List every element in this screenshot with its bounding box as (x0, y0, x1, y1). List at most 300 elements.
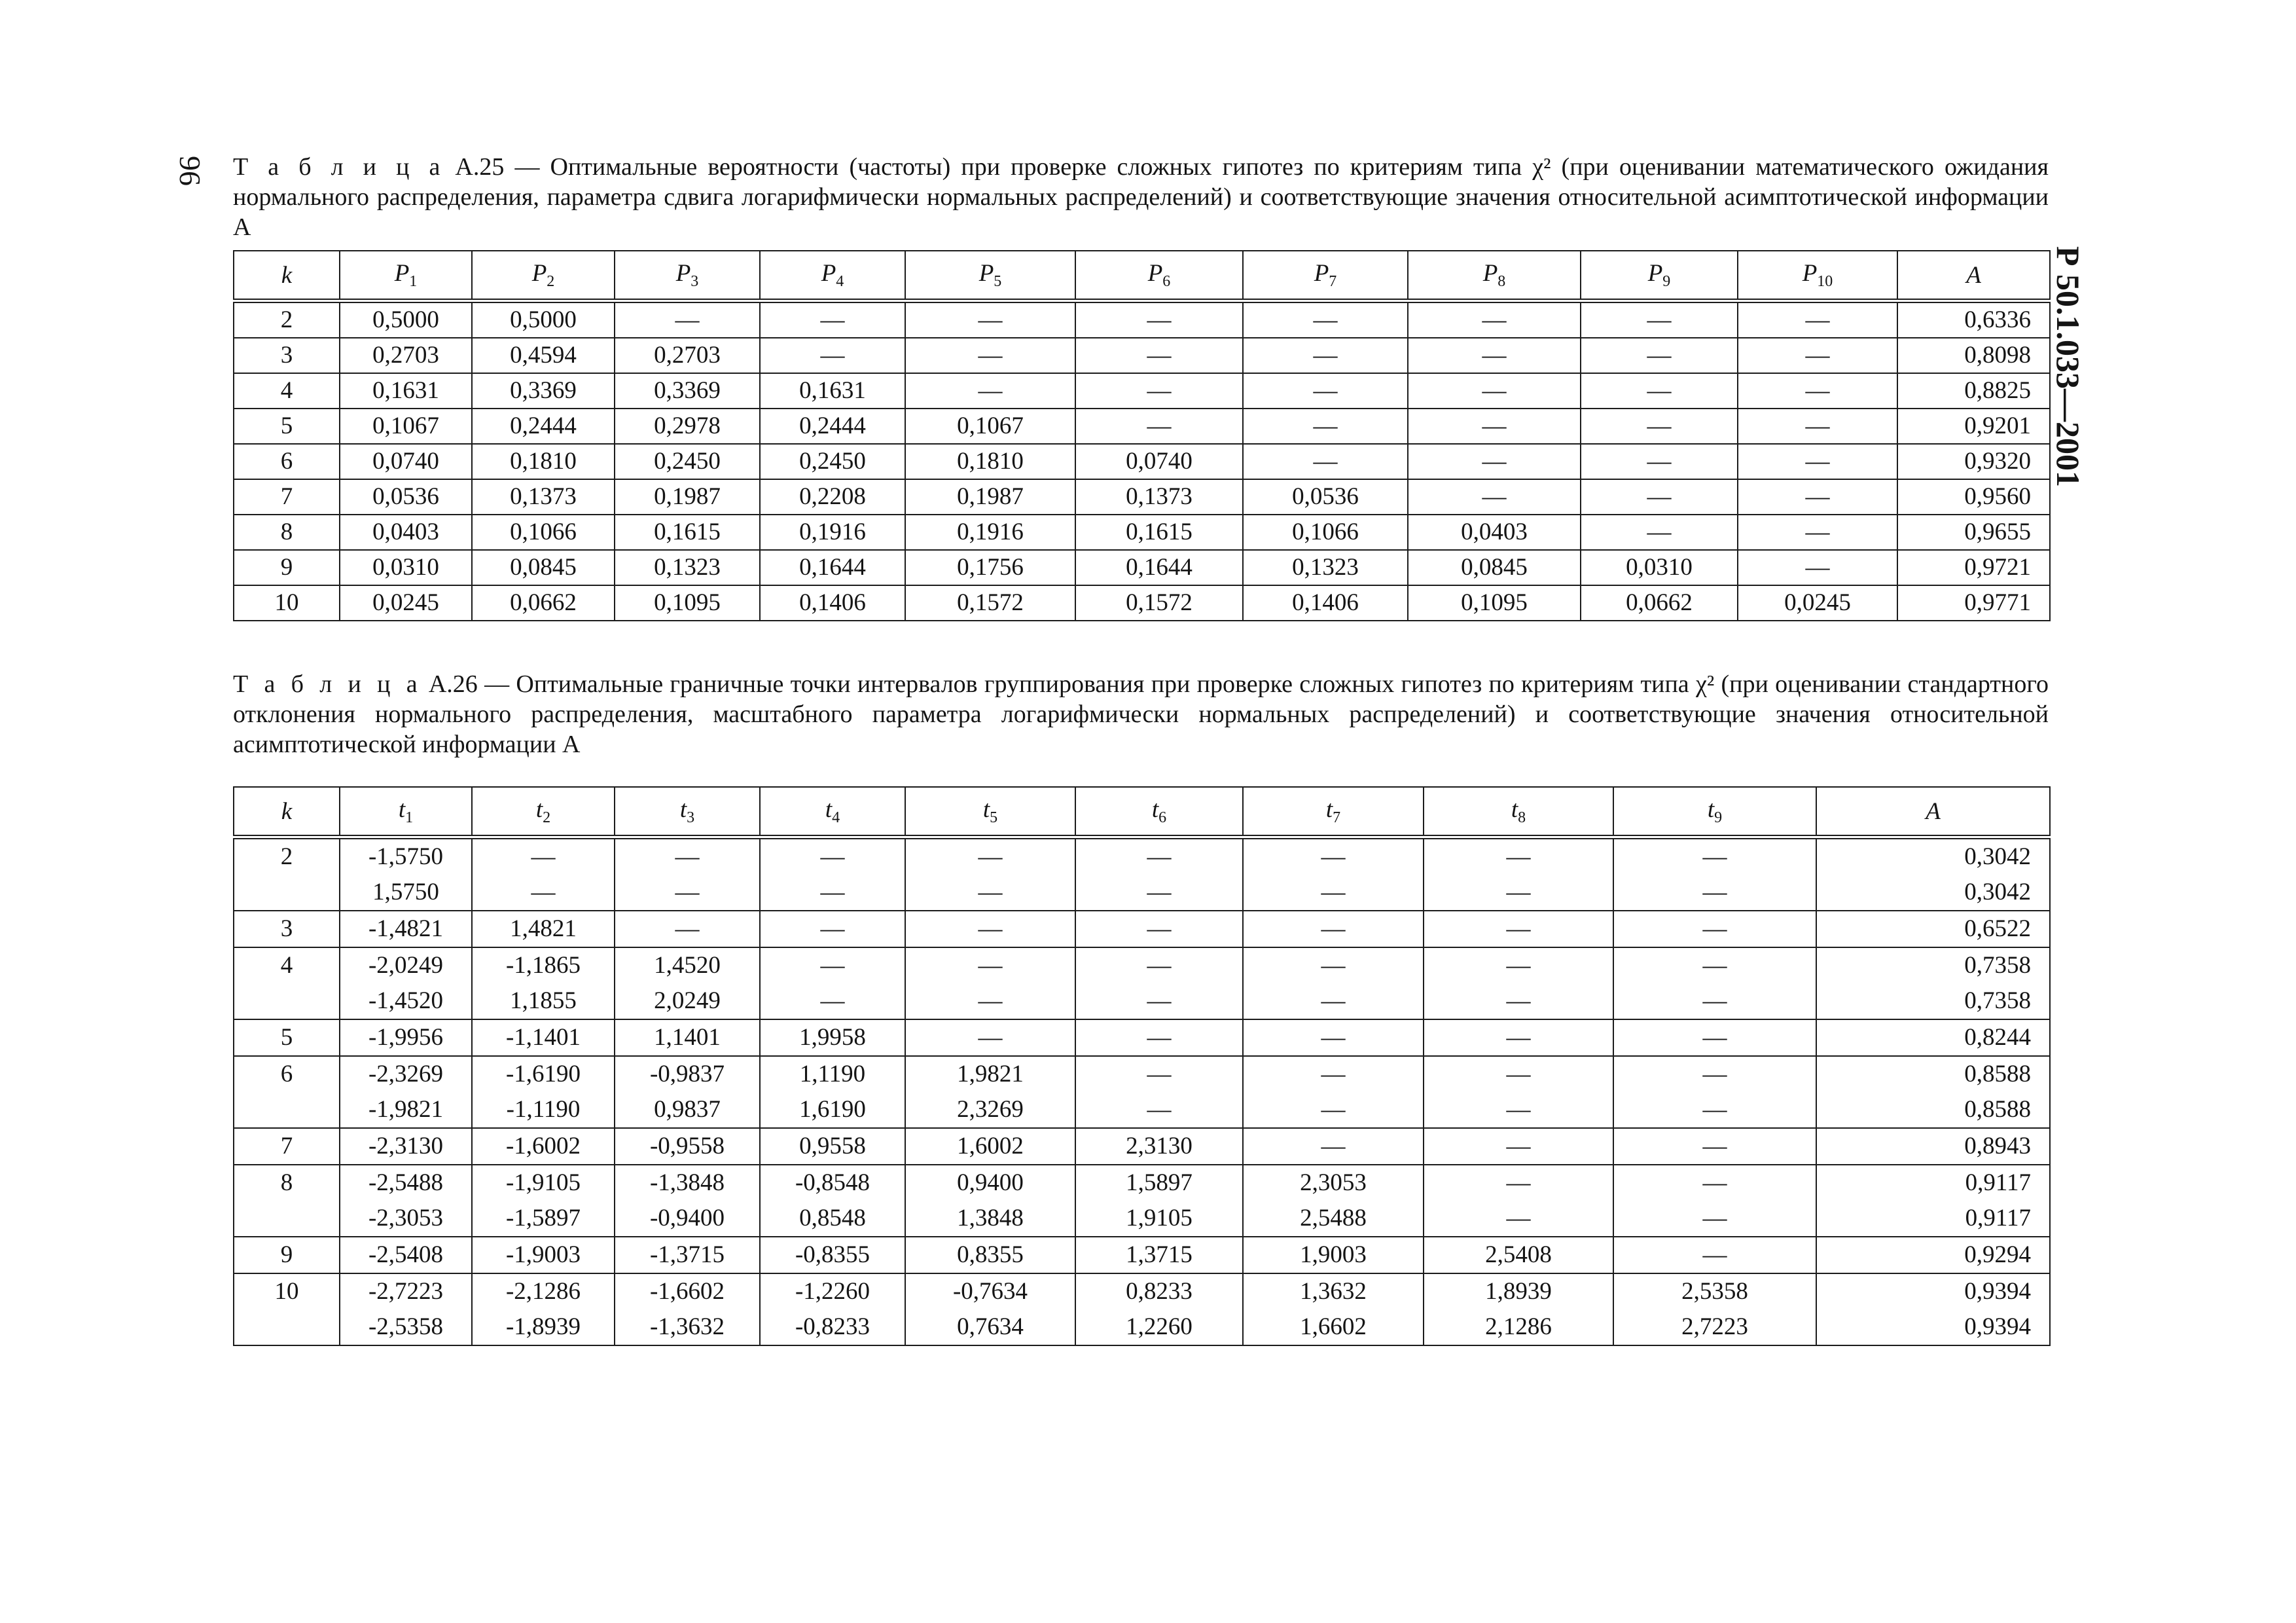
table-cell: 0,2444 (760, 409, 905, 444)
cell-value: — (1506, 1169, 1531, 1196)
k-cell: 7 (234, 1128, 340, 1165)
table-cell: 0,0740 (1075, 444, 1243, 479)
cell-value: — (978, 879, 1003, 905)
cell-value: -1,4821 (368, 915, 444, 942)
table-cell (1243, 1019, 1424, 1056)
cell-value: 1,3848 (957, 1205, 1024, 1231)
column-header: $t_5$ (905, 787, 1075, 837)
table-cell: — (1581, 409, 1738, 444)
cell-value: — (675, 843, 700, 870)
table-cell: 0,0310 (1581, 550, 1738, 585)
cell-value: 1,2260 (1126, 1313, 1193, 1340)
table-cell (340, 1019, 472, 1056)
cell-value: — (1702, 952, 1727, 979)
document-code: Р 50.1.033—2001 (2050, 246, 2087, 488)
k-cell: 3 (234, 338, 340, 373)
cell-value: 2,1286 (1485, 1313, 1552, 1340)
table-cell (1613, 1165, 1816, 1237)
cell-value: -1,3632 (649, 1313, 725, 1340)
cell-value: — (1702, 1169, 1727, 1196)
column-header: A (1897, 251, 2050, 301)
caption-label: Т а б л и ц а (233, 670, 422, 698)
table-cell: 0,1572 (905, 585, 1075, 621)
column-header: $t_6$ (1075, 787, 1243, 837)
cell-value: — (675, 915, 700, 942)
table-cell (760, 1128, 905, 1165)
a-cell (1816, 1165, 2050, 1237)
table-a26 (233, 786, 2051, 1346)
cell-value: — (978, 952, 1003, 979)
table-cell (1424, 1165, 1613, 1237)
table-cell (905, 1019, 1075, 1056)
cell-value: 2,5408 (1485, 1241, 1552, 1268)
cell-value: 1,1401 (654, 1024, 721, 1051)
table-cell: 0,0845 (1408, 550, 1581, 585)
table-cell (905, 1273, 1075, 1345)
k-cell: 7 (234, 479, 340, 515)
table-row-group (234, 1165, 2050, 1237)
cell-value: — (1506, 1133, 1531, 1159)
table-cell (472, 1128, 615, 1165)
a-cell: 0,9560 (1897, 479, 2050, 515)
cell-value: -1,6602 (649, 1278, 725, 1305)
table-cell (1424, 1128, 1613, 1165)
cell-value: 0,3042 (1964, 879, 2031, 905)
table-cell: 0,1406 (760, 585, 905, 621)
cell-value: 0,9400 (957, 1169, 1024, 1196)
cell-value: — (1321, 843, 1346, 870)
cell-value: -0,7634 (952, 1278, 1028, 1305)
table-cell (1075, 1128, 1243, 1165)
cell-value: — (1506, 1024, 1531, 1051)
table-cell (340, 1273, 472, 1345)
cell-value: -1,9105 (505, 1169, 581, 1196)
cell-value: -2,3053 (368, 1205, 444, 1231)
table-row (234, 409, 2050, 444)
table-cell: 0,2450 (615, 444, 760, 479)
table-cell: 0,1095 (615, 585, 760, 621)
cell-value: — (1321, 952, 1346, 979)
cell-value: — (1702, 915, 1727, 942)
cell-value: — (1702, 1061, 1727, 1087)
column-header: $P_{10}$ (1738, 251, 1897, 301)
table-cell (1613, 837, 1816, 911)
table-cell (615, 1128, 760, 1165)
cell-value: — (1147, 1096, 1172, 1123)
table-cell: — (1581, 338, 1738, 373)
cell-value: 1,9105 (1126, 1205, 1193, 1231)
cell-value: — (1506, 879, 1531, 905)
table-cell (340, 1237, 472, 1273)
table-row (234, 585, 2050, 621)
k-cell: 4 (234, 947, 340, 1019)
column-header: $t_3$ (615, 787, 760, 837)
a-cell (1816, 1056, 2050, 1128)
cell-value: -2,0249 (368, 952, 444, 979)
cell-value: 1,4520 (654, 952, 721, 979)
table-cell: 0,5000 (472, 301, 615, 338)
cell-value: — (1702, 987, 1727, 1014)
table-cell: — (1738, 338, 1897, 373)
cell-value: 1,4821 (510, 915, 577, 942)
table-cell: 0,4594 (472, 338, 615, 373)
table-cell: — (1408, 479, 1581, 515)
cell-value: 0,8244 (1964, 1024, 2031, 1051)
cell-value: — (1147, 1024, 1172, 1051)
cell-value: — (820, 843, 845, 870)
table-cell (340, 1128, 472, 1165)
table-cell: 0,0662 (472, 585, 615, 621)
page-number: 96 (173, 156, 207, 186)
cell-value: — (820, 879, 845, 905)
cell-value: — (1702, 1133, 1727, 1159)
table-cell: — (1581, 444, 1738, 479)
table-cell: — (1581, 515, 1738, 550)
table-cell (472, 837, 615, 911)
table-cell: — (1075, 409, 1243, 444)
a-cell (1816, 1273, 2050, 1345)
table-cell (1424, 1019, 1613, 1056)
table-cell (905, 911, 1075, 947)
a-cell (1816, 947, 2050, 1019)
k-cell: 4 (234, 373, 340, 409)
table-cell (340, 1165, 472, 1237)
cell-value: — (1702, 1024, 1727, 1051)
table-cell: — (760, 338, 905, 373)
table-cell: 0,2703 (615, 338, 760, 373)
cell-value: -1,1401 (505, 1024, 581, 1051)
a-cell: 0,8825 (1897, 373, 2050, 409)
table-cell (1243, 911, 1424, 947)
table-cell: — (1408, 409, 1581, 444)
k-cell: 8 (234, 1165, 340, 1237)
cell-value: — (1147, 952, 1172, 979)
a-cell: 0,9771 (1897, 585, 2050, 621)
cell-value: — (1506, 987, 1531, 1014)
table-row (234, 515, 2050, 550)
table-cell (615, 1056, 760, 1128)
table-cell (1243, 1165, 1424, 1237)
column-header: $P_7$ (1243, 251, 1408, 301)
a-cell (1816, 1019, 2050, 1056)
column-header: k (234, 787, 340, 837)
cell-value: 2,3053 (1300, 1169, 1367, 1196)
column-header: $P_1$ (340, 251, 472, 301)
table-cell (472, 1237, 615, 1273)
table-cell (1424, 1273, 1613, 1345)
table-cell (1243, 1128, 1424, 1165)
column-header: $P_2$ (472, 251, 615, 301)
cell-value: -2,3130 (368, 1133, 444, 1159)
cell-value: — (1702, 1205, 1727, 1231)
table-cell (472, 1056, 615, 1128)
k-cell: 8 (234, 515, 340, 550)
cell-value: 1,9821 (957, 1061, 1024, 1087)
table-cell: — (760, 301, 905, 338)
table-cell: 0,0536 (340, 479, 472, 515)
cell-value: 2,3269 (957, 1096, 1024, 1123)
table-cell: 0,2444 (472, 409, 615, 444)
table-row-group (234, 1056, 2050, 1128)
table-cell (760, 1019, 905, 1056)
table-row (234, 444, 2050, 479)
cell-value: 1,6602 (1300, 1313, 1367, 1340)
table-cell: 0,3369 (615, 373, 760, 409)
table-cell (1613, 947, 1816, 1019)
table-cell (615, 911, 760, 947)
cell-value: — (1321, 1061, 1346, 1087)
table-cell: 0,0403 (1408, 515, 1581, 550)
cell-value: -2,7223 (368, 1278, 444, 1305)
cell-value: -1,1190 (506, 1096, 581, 1123)
table-cell: — (1581, 479, 1738, 515)
table-cell (340, 911, 472, 947)
cell-value: 2,5358 (1681, 1278, 1748, 1305)
table-row (234, 301, 2050, 338)
table-cell (1075, 911, 1243, 947)
table-cell: 0,0245 (1738, 585, 1897, 621)
cell-value: 2,7223 (1681, 1313, 1748, 1340)
table-cell (905, 1165, 1075, 1237)
table-cell: 0,1067 (905, 409, 1075, 444)
table-cell (615, 1019, 760, 1056)
table-cell: 0,1373 (1075, 479, 1243, 515)
table-cell: 0,3369 (472, 373, 615, 409)
cell-value: — (978, 915, 1003, 942)
cell-value: 1,5897 (1126, 1169, 1193, 1196)
column-header: A (1816, 787, 2050, 837)
table-cell: — (1243, 338, 1408, 373)
table-cell: 0,1644 (760, 550, 905, 585)
table-cell (1075, 837, 1243, 911)
column-header: $t_4$ (760, 787, 905, 837)
table-cell: 0,1615 (615, 515, 760, 550)
table-cell: 0,1066 (1243, 515, 1408, 550)
table-cell: 0,0536 (1243, 479, 1408, 515)
cell-value: 0,8943 (1964, 1133, 2031, 1159)
k-cell: 6 (234, 1056, 340, 1128)
table-cell: 0,1615 (1075, 515, 1243, 550)
a-cell (1816, 911, 2050, 947)
table-cell (615, 1165, 760, 1237)
table-cell (340, 837, 472, 911)
table-cell: — (1408, 373, 1581, 409)
table-cell: — (1243, 409, 1408, 444)
cell-value: — (1506, 1205, 1531, 1231)
a-cell: 0,9201 (1897, 409, 2050, 444)
table-cell: 0,1916 (905, 515, 1075, 550)
table-cell (1613, 911, 1816, 947)
k-cell: 10 (234, 1273, 340, 1345)
table-cell: 0,1756 (905, 550, 1075, 585)
cell-value: -0,9558 (649, 1133, 725, 1159)
table-cell: — (615, 301, 760, 338)
k-cell: 5 (234, 409, 340, 444)
table-cell (615, 1273, 760, 1345)
column-header: $P_9$ (1581, 251, 1738, 301)
table-row (234, 373, 2050, 409)
table-cell (472, 947, 615, 1019)
table-row-group (234, 1237, 2050, 1273)
table-row-group (234, 911, 2050, 947)
table-cell: — (1243, 301, 1408, 338)
cell-value: 1,1190 (799, 1061, 866, 1087)
column-header: $t_2$ (472, 787, 615, 837)
cell-value: — (675, 879, 700, 905)
cell-value: -2,1286 (505, 1278, 581, 1305)
table-cell (760, 911, 905, 947)
cell-value: -1,4520 (368, 987, 444, 1014)
cell-value: -2,3269 (368, 1061, 444, 1087)
table-cell: 0,1631 (340, 373, 472, 409)
table-cell (340, 1056, 472, 1128)
table-cell: — (1243, 444, 1408, 479)
a-cell (1816, 837, 2050, 911)
k-cell: 2 (234, 301, 340, 338)
cell-value: 0,9294 (1964, 1241, 2031, 1268)
a-cell: 0,9320 (1897, 444, 2050, 479)
cell-value: -0,9837 (649, 1061, 725, 1087)
cell-value: 0,9394 (1964, 1313, 2031, 1340)
cell-value: — (1321, 1096, 1346, 1123)
caption-text: А.26 — Оптимальные граничные точки интервалов группирования при проверке сложных гипотез по критериям типа χ² (при оценивании стандартного отклонения нормального распределения, масштабного параметра логарифмически нормальных распределений) и соответствующие значения относительной асимптотической информации A (233, 670, 2049, 758)
cell-value: — (1506, 915, 1531, 942)
cell-value: 0,9394 (1964, 1278, 2031, 1305)
column-header: $P_4$ (760, 251, 905, 301)
table-cell: — (1738, 409, 1897, 444)
table-row-group (234, 1273, 2050, 1345)
table-cell (905, 1237, 1075, 1273)
cell-value: -1,9956 (368, 1024, 444, 1051)
table-cell: — (1075, 373, 1243, 409)
table-cell (1243, 1273, 1424, 1345)
table-cell: — (1581, 373, 1738, 409)
cell-value: 0,8233 (1126, 1278, 1193, 1305)
table-cell (472, 911, 615, 947)
column-header: $t_9$ (1613, 787, 1816, 837)
table-cell (1424, 947, 1613, 1019)
cell-value: — (1506, 952, 1531, 979)
k-cell: 10 (234, 585, 340, 621)
table-cell: 0,1916 (760, 515, 905, 550)
table-cell: — (905, 301, 1075, 338)
a-cell: 0,9721 (1897, 550, 2050, 585)
table-cell: 0,2208 (760, 479, 905, 515)
cell-value: 1,6190 (799, 1096, 866, 1123)
cell-value: -2,5408 (368, 1241, 444, 1268)
cell-value: 1,9003 (1300, 1241, 1367, 1268)
caption-label: Т а б л и ц а (233, 153, 445, 181)
table-cell: — (1738, 550, 1897, 585)
table-cell (1243, 947, 1424, 1019)
cell-value: — (1506, 843, 1531, 870)
table-row (234, 338, 2050, 373)
table-cell: — (1075, 301, 1243, 338)
table-cell: — (1408, 444, 1581, 479)
cell-value: 1,8939 (1485, 1278, 1552, 1305)
table-a26-caption (233, 669, 2049, 759)
a-cell (1816, 1237, 2050, 1273)
column-header: $t_1$ (340, 787, 472, 837)
cell-value: -2,5488 (368, 1169, 444, 1196)
cell-value: — (1321, 879, 1346, 905)
cell-value: — (1321, 987, 1346, 1014)
cell-value: 1,3715 (1126, 1241, 1193, 1268)
table-cell (615, 1237, 760, 1273)
cell-value: 0,6522 (1964, 915, 2031, 942)
table-cell: 0,1987 (615, 479, 760, 515)
k-cell: 3 (234, 911, 340, 947)
table-cell: 0,1323 (1243, 550, 1408, 585)
table-row-group (234, 1128, 2050, 1165)
cell-value: — (1702, 879, 1727, 905)
cell-value: -1,9003 (505, 1241, 581, 1268)
cell-value: — (978, 1024, 1003, 1051)
column-header: $t_7$ (1243, 787, 1424, 837)
cell-value: 0,9117 (1965, 1205, 2031, 1231)
table-cell: — (1738, 515, 1897, 550)
cell-value: -1,5897 (505, 1205, 581, 1231)
cell-value: 0,8588 (1964, 1061, 2031, 1087)
table-cell: 0,1323 (615, 550, 760, 585)
table-cell: — (905, 338, 1075, 373)
table-row-group (234, 1019, 2050, 1056)
column-header: $P_3$ (615, 251, 760, 301)
table-cell: 0,1572 (1075, 585, 1243, 621)
table-cell (1075, 1237, 1243, 1273)
k-cell: 5 (234, 1019, 340, 1056)
cell-value: -0,8548 (795, 1169, 870, 1196)
table-cell (1613, 1273, 1816, 1345)
table-cell: 0,2450 (760, 444, 905, 479)
table-cell: 0,1066 (472, 515, 615, 550)
column-header: $P_6$ (1075, 251, 1243, 301)
table-cell (760, 1165, 905, 1237)
table-cell: 0,1067 (340, 409, 472, 444)
table-a25 (233, 250, 2051, 621)
cell-value: 0,9558 (799, 1133, 866, 1159)
table-cell (615, 947, 760, 1019)
table-cell: 0,1644 (1075, 550, 1243, 585)
cell-value: — (1147, 879, 1172, 905)
cell-value: — (1147, 1061, 1172, 1087)
cell-value: -1,9821 (368, 1096, 444, 1123)
table-cell: — (1738, 444, 1897, 479)
table-cell (1075, 947, 1243, 1019)
cell-value: — (1702, 843, 1727, 870)
table-cell (1424, 837, 1613, 911)
cell-value: — (978, 987, 1003, 1014)
a-cell (1816, 1128, 2050, 1165)
table-cell: 0,0740 (340, 444, 472, 479)
table-cell: 0,0245 (340, 585, 472, 621)
table-cell (1424, 1056, 1613, 1128)
table-cell (1613, 1019, 1816, 1056)
table-cell (1424, 911, 1613, 947)
table-cell: 0,0403 (340, 515, 472, 550)
cell-value: -0,9400 (649, 1205, 725, 1231)
k-cell: 6 (234, 444, 340, 479)
table-cell: 0,1810 (472, 444, 615, 479)
table-cell (1613, 1128, 1816, 1165)
cell-value: 0,7358 (1964, 952, 2031, 979)
cell-value: — (978, 843, 1003, 870)
table-cell (1243, 1237, 1424, 1273)
cell-value: 0,9117 (1965, 1169, 2031, 1196)
table-cell: — (1738, 373, 1897, 409)
cell-value: -1,3715 (649, 1241, 725, 1268)
k-cell: 2 (234, 837, 340, 911)
